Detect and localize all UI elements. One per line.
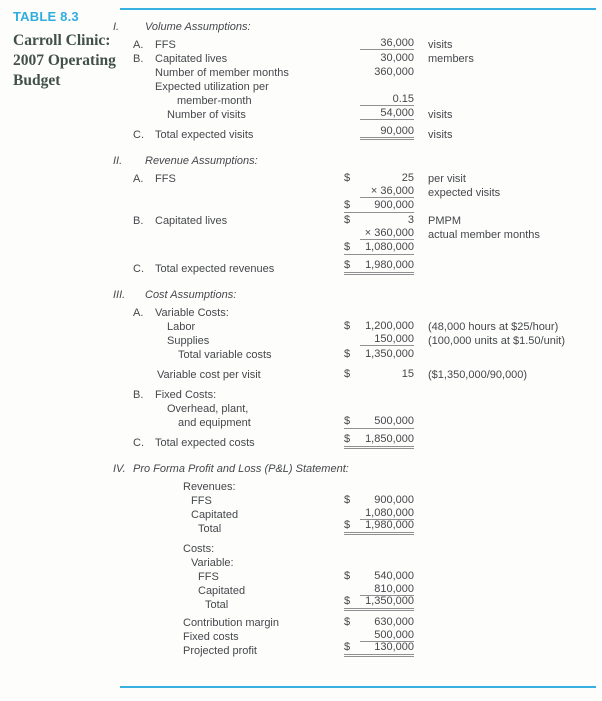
row-label: Total xyxy=(205,599,229,611)
row-label: Capitated lives xyxy=(155,215,228,227)
table-row-total xyxy=(120,595,602,612)
amount-cell xyxy=(344,433,414,449)
amount-value: 130,000 xyxy=(374,641,414,653)
currency-symbol: $ xyxy=(344,494,351,506)
amount-value: 1,080,000 xyxy=(365,241,414,253)
row-unit: members xyxy=(428,53,474,65)
currency-symbol: $ xyxy=(344,570,351,582)
amount-value: 0.15 xyxy=(360,93,414,106)
table-row xyxy=(120,80,602,94)
amount-value: 360,000 xyxy=(374,66,414,78)
section-heading xyxy=(113,289,602,306)
amount-value: 1,980,000 xyxy=(365,259,414,271)
row-letter: B. xyxy=(133,389,144,401)
section-numeral: III. xyxy=(113,289,126,301)
table-row-total xyxy=(120,519,602,536)
amount-value: 900,000 xyxy=(374,494,414,506)
currency-symbol: $ xyxy=(344,368,351,380)
amount-value: 1,350,000 xyxy=(365,595,414,607)
row-unit: PMPM xyxy=(428,215,461,227)
amount-value: 1,850,000 xyxy=(365,433,414,445)
amount-value: × 360,000 xyxy=(360,227,414,240)
amount-value: 630,000 xyxy=(374,616,414,628)
amount-cell xyxy=(344,214,414,227)
amount-cell xyxy=(344,519,414,535)
amount-cell xyxy=(344,641,414,657)
currency-symbol: $ xyxy=(344,348,351,360)
table-caption xyxy=(13,9,119,91)
caption-title-line: Carroll Clinic: xyxy=(13,32,111,49)
table-row xyxy=(120,200,602,214)
amount-cell xyxy=(344,320,414,333)
row-letter: B. xyxy=(133,215,144,227)
table-row xyxy=(120,616,602,630)
table-label: TABLE 8.3 xyxy=(13,9,79,24)
row-unit: visits xyxy=(428,109,453,121)
table-row xyxy=(120,402,602,416)
amount-value: × 36,000 xyxy=(360,185,414,198)
row-letter: A. xyxy=(133,307,144,319)
amount-value: 1,350,000 xyxy=(365,348,414,360)
table-row xyxy=(120,368,602,382)
row-label: Total variable costs xyxy=(178,349,272,361)
section-title: Cost Assumptions: xyxy=(145,289,237,301)
amount-cell xyxy=(344,186,414,199)
table-row-total xyxy=(120,259,602,276)
table-row xyxy=(120,52,602,66)
row-label: Variable cost per visit xyxy=(157,369,261,381)
amount-value: 500,000 xyxy=(360,629,414,642)
row-label: member-month xyxy=(177,95,252,107)
table-row xyxy=(120,38,602,52)
amount-value: 1,200,000 xyxy=(365,320,414,332)
table-row xyxy=(120,172,602,186)
row-label: Supplies xyxy=(167,335,210,347)
section-numeral: I. xyxy=(113,21,120,33)
row-letter: C. xyxy=(133,129,144,141)
row-label: Contribution margin xyxy=(183,617,279,629)
table-row xyxy=(120,508,602,522)
currency-symbol: $ xyxy=(344,172,351,184)
caption-title-line: 2007 Operating xyxy=(13,52,116,69)
table-row xyxy=(120,334,602,348)
row-unit: visits xyxy=(428,129,453,141)
amount-value: 54,000 xyxy=(360,107,414,120)
amount-cell xyxy=(344,172,414,185)
row-letter: B. xyxy=(133,53,144,65)
row-label: FFS xyxy=(155,39,176,51)
row-annotation: (48,000 hours at $25/hour) xyxy=(428,321,559,333)
amount-cell xyxy=(344,52,414,65)
section-heading xyxy=(113,155,602,172)
section-title: Pro Forma Profit and Loss (P&L) Statement: xyxy=(133,463,349,475)
bottom-rule xyxy=(120,686,596,688)
amount-cell xyxy=(344,416,414,429)
amount-cell xyxy=(344,348,414,361)
top-rule xyxy=(120,8,596,10)
currency-symbol: $ xyxy=(344,214,351,226)
currency-symbol: $ xyxy=(344,199,351,211)
row-label: Total expected costs xyxy=(155,437,255,449)
amount-cell xyxy=(344,200,414,213)
table-row xyxy=(120,480,602,494)
section-title: Revenue Assumptions: xyxy=(145,155,258,167)
table-row xyxy=(120,570,602,584)
caption-title-line: Budget xyxy=(13,72,61,89)
table-row xyxy=(120,320,602,334)
amount-value: 900,000 xyxy=(374,199,414,211)
table-row xyxy=(120,348,602,362)
amount-value: 90,000 xyxy=(360,125,414,140)
row-label: Labor xyxy=(167,321,196,333)
budget-table xyxy=(113,21,602,658)
row-label: FFS xyxy=(155,173,176,185)
amount-value: 810,000 xyxy=(360,583,414,596)
section-heading xyxy=(113,463,602,480)
table-row xyxy=(120,214,602,228)
row-label: Expected utilization per xyxy=(155,81,269,93)
table-row xyxy=(120,416,602,430)
amount-value: 500,000 xyxy=(374,415,414,427)
table-row xyxy=(120,494,602,508)
table-row-total xyxy=(120,641,602,658)
row-label: and equipment xyxy=(178,417,251,429)
row-label: Costs: xyxy=(183,543,215,555)
amount-cell xyxy=(344,494,414,507)
amount-cell xyxy=(344,125,414,141)
table-row xyxy=(120,630,602,644)
row-label: Capitated lives xyxy=(155,53,228,65)
currency-symbol: $ xyxy=(344,259,351,271)
amount-cell xyxy=(344,595,414,611)
currency-symbol: $ xyxy=(344,415,351,427)
currency-symbol: $ xyxy=(344,241,351,253)
row-letter: C. xyxy=(133,437,144,449)
amount-cell xyxy=(344,228,414,241)
row-label: Projected profit xyxy=(183,645,257,657)
table-row xyxy=(120,584,602,598)
currency-symbol: $ xyxy=(344,519,351,531)
row-label: Total xyxy=(198,523,222,535)
amount-value: 3 xyxy=(407,214,414,226)
table-row xyxy=(120,228,602,242)
table-row xyxy=(120,556,602,570)
amount-value: 30,000 xyxy=(380,52,414,64)
row-label: Number of visits xyxy=(167,109,246,121)
row-label: Total expected visits xyxy=(155,129,254,141)
table-row xyxy=(120,108,602,122)
currency-symbol: $ xyxy=(344,595,351,607)
amount-value: 25 xyxy=(401,172,414,184)
amount-cell xyxy=(344,570,414,583)
amount-cell xyxy=(344,94,414,107)
row-label: Total expected revenues xyxy=(155,263,275,275)
amount-cell xyxy=(344,38,414,51)
amount-value: 1,080,000 xyxy=(360,507,414,520)
row-label: Overhead, plant, xyxy=(167,403,249,415)
section-cost-assumptions xyxy=(113,289,602,450)
row-annotation: ($1,350,000/90,000) xyxy=(428,369,528,381)
amount-value: 36,000 xyxy=(360,37,414,50)
row-annotation: (100,000 units at $1.50/unit) xyxy=(428,335,565,347)
row-label: Number of member months xyxy=(155,67,289,79)
row-letter: A. xyxy=(133,39,144,51)
row-label: Variable Costs: xyxy=(155,307,229,319)
section-numeral: IV. xyxy=(113,463,126,475)
table-row xyxy=(120,94,602,108)
row-label: Capitated xyxy=(191,509,239,521)
table-row xyxy=(120,388,602,402)
table-row xyxy=(120,306,602,320)
amount-value: 1,980,000 xyxy=(365,519,414,531)
caption-title xyxy=(13,31,119,91)
table-row xyxy=(120,242,602,256)
currency-symbol: $ xyxy=(344,641,351,653)
section-title: Volume Assumptions: xyxy=(145,21,251,33)
amount-cell xyxy=(344,259,414,275)
row-unit: actual member months xyxy=(428,229,540,241)
row-label: FFS xyxy=(191,495,212,507)
table-row xyxy=(120,186,602,200)
amount-value: 150,000 xyxy=(360,333,414,346)
row-label: Variable: xyxy=(191,557,234,569)
row-label: Capitated xyxy=(198,585,246,597)
table-row xyxy=(120,542,602,556)
section-volume-assumptions xyxy=(113,21,602,142)
table-row-total xyxy=(120,125,602,142)
amount-cell xyxy=(344,242,414,255)
section-heading xyxy=(113,21,602,38)
section-numeral: II. xyxy=(113,155,123,167)
row-unit: visits xyxy=(428,39,453,51)
currency-symbol: $ xyxy=(344,320,351,332)
row-unit: expected visits xyxy=(428,187,501,199)
amount-cell xyxy=(344,368,414,381)
row-label: Fixed costs xyxy=(183,631,239,643)
row-letter: A. xyxy=(133,173,144,185)
amount-cell xyxy=(344,334,414,347)
amount-value: 540,000 xyxy=(374,570,414,582)
currency-symbol: $ xyxy=(344,433,351,445)
row-label: FFS xyxy=(198,571,219,583)
row-unit: per visit xyxy=(428,173,466,185)
amount-cell xyxy=(344,616,414,629)
amount-cell xyxy=(344,66,414,79)
table-row-total xyxy=(120,433,602,450)
amount-cell xyxy=(344,108,414,121)
row-label: Revenues: xyxy=(183,481,236,493)
row-label: Fixed Costs: xyxy=(155,389,217,401)
table-row xyxy=(120,66,602,80)
section-pro-forma-pnl xyxy=(113,463,602,658)
row-letter: C. xyxy=(133,263,144,275)
section-revenue-assumptions xyxy=(113,155,602,276)
amount-value: 15 xyxy=(401,368,414,380)
currency-symbol: $ xyxy=(344,616,351,628)
